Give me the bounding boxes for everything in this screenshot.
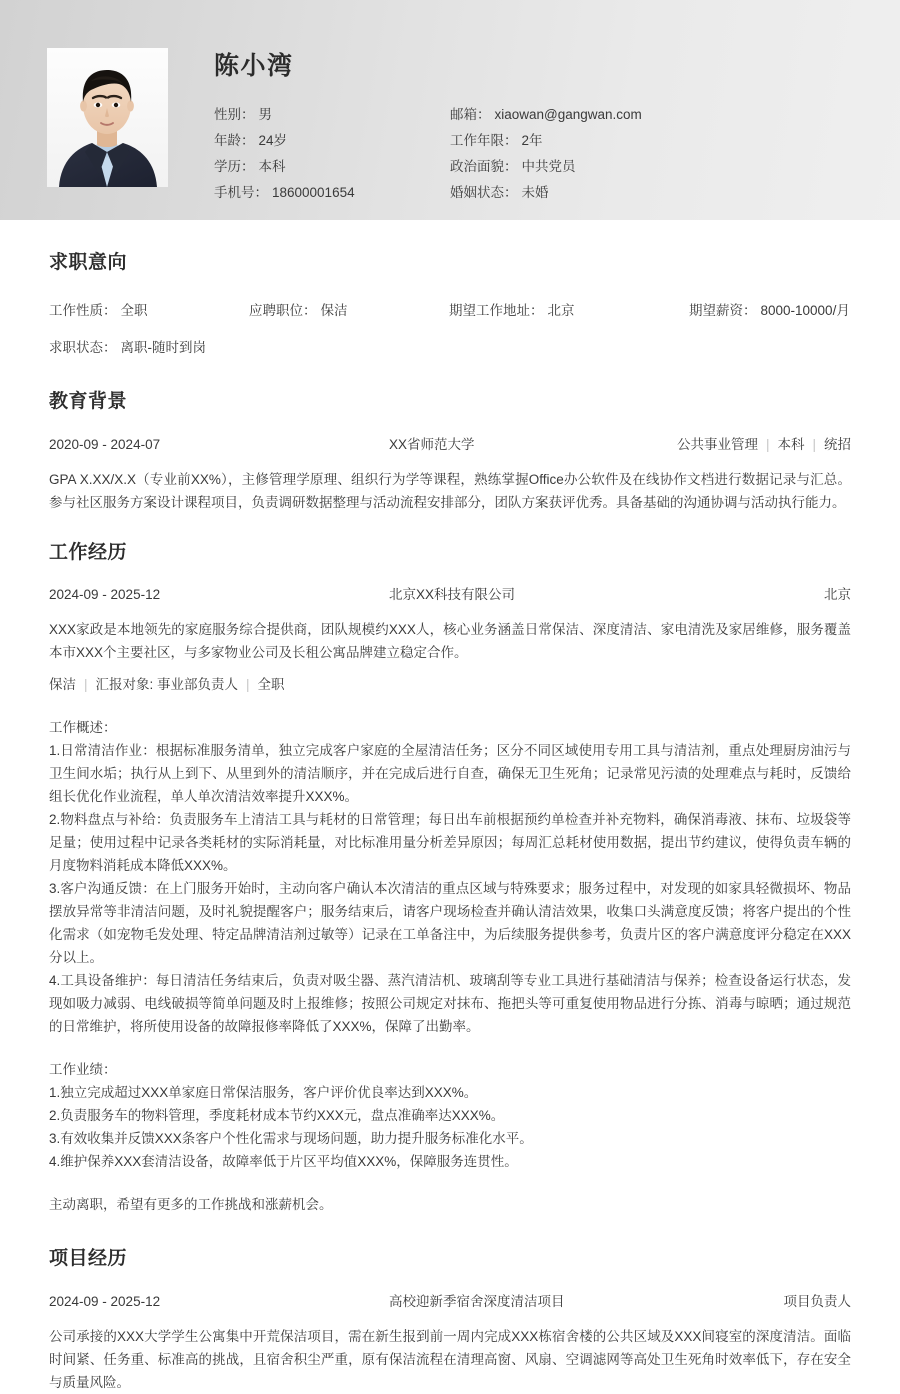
work-summary-item-4: 4.工具设备维护：每日清洁任务结束后，负责对吸尘器、蒸汽清洁机、玻璃刮等专业工具进行基础清洁与保养；检查设备运行状态，发现如吸力减弱、电线破损等简单问题及时上报维修；按照公司规定对抹布、拖把头等可重复使用物品进行分拣、消毒与晾晒；通过规范的日常维护，将所使用设备的故障报修率降低了XXX%，保障了出勤率。 <box>49 973 851 1035</box>
section-work-experience <box>49 542 851 1217</box>
resume-header <box>0 0 900 220</box>
work-summary-item-3: 3.客户沟通反馈：在上门服务开始时，主动向客户确认本次清洁的重点区域与特殊要求；服务过程中，对发现的如家具轻微损坏、物品摆放异常等非清洁问题，及时礼貌提醒客户；服务结束后，请客户现场检查并确认清洁效果，收集口头满意度反馈；将客户提出的个性化需求（如宠物毛发处理、特定品牌清洁剂过敏等）记录在工单备注中，为后续服务提供参考，负责片区的客户满意度评分稳定在XXX分以上。 <box>49 881 851 966</box>
work-company <box>389 584 824 606</box>
info-gender-value: 男 <box>258 107 272 122</box>
work-leave-reason: 主动离职，希望有更多的工作挑战和涨薪机会。 <box>49 1197 333 1213</box>
job-location <box>449 299 689 322</box>
work-tags <box>49 674 851 696</box>
education-meta <box>677 434 851 456</box>
candidate-name: 陈小湾 <box>214 52 294 80</box>
header-main <box>168 48 860 206</box>
section-title-job-intention: 求职意向 <box>49 252 128 273</box>
job-location-value: 北京 <box>547 302 575 318</box>
info-marital-status-label: 婚姻状态： <box>450 185 518 200</box>
education-school-name: XX省师范大学 <box>389 436 475 452</box>
work-summary-item-1: 1.日常清洁作业：根据标准服务清单，独立完成客户家庭的全屋清洁任务；区分不同区域使用专用工具与清洁剂，重点处理厨房油污与卫生间水垢；执行从上到下、从里到外的清洁顺序，并在完成后进行自查，确保无卫生死角；记录常见污渍的处理难点与耗时，反馈给组长优化作业流程，单人单次清洁效率提升XXX%。 <box>49 743 851 805</box>
job-position <box>249 299 449 322</box>
info-age <box>214 128 450 154</box>
info-phone <box>214 180 450 206</box>
work-achievement-item-1: 1.独立完成超过XXX单家庭日常保洁服务，客户评价优良率达到XXX%。 <box>49 1085 478 1101</box>
job-nature-label: 工作性质： <box>49 302 117 318</box>
job-nature-value: 全职 <box>120 302 148 318</box>
section-title-education: 教育背景 <box>49 390 128 412</box>
work-achievement-item-2: 2.负责服务车的物料管理，季度耗材成本节约XXX元，盘点准确率达XXX%。 <box>49 1108 505 1124</box>
info-marital-status <box>450 180 860 206</box>
work-date: 2024-09 - 2025-12 <box>49 587 161 603</box>
work-summary-label: 工作概述： <box>49 720 117 736</box>
work-summary-item-2: 2.物料盘点与补给：负责服务车上清洁工具与耗材的日常管理；每日出车前根据预约单检查并补充物料，确保消毒液、抹布、垃圾袋等足量；使用过程中记录各类耗材的实际消耗量，对比标准用量分析差异原因；每周汇总耗材使用数据，提出节约建议，使得负责车辆的月度物料消耗成本降低XXX%。 <box>49 812 851 874</box>
work-tag-employment-type: 全职 <box>257 677 285 693</box>
job-salary <box>689 299 851 322</box>
section-education <box>49 391 851 514</box>
education-degree: 本科 <box>777 436 805 452</box>
job-position-label: 应聘职位： <box>249 302 317 318</box>
job-intention-row-2 <box>49 336 851 359</box>
work-company-intro: XXX家政是本地领先的家庭服务综合提供商，团队规模约XXX人，核心业务涵盖日常保洁、深度清洁、家电清洗及家居维修，服务覆盖本市XXX个主要社区，与多家物业公司及长租公寓品牌建立稳定合作。 <box>49 622 851 661</box>
personal-info-grid <box>214 102 860 206</box>
education-entry-header <box>49 434 851 456</box>
project-name-text: 高校迎新季宿舍深度清洁项目 <box>389 1294 565 1310</box>
job-nature <box>49 299 249 322</box>
info-education-level <box>214 154 450 180</box>
profile-photo-image <box>47 48 168 187</box>
education-admission: 统招 <box>824 436 851 452</box>
section-title-project-experience: 项目经历 <box>49 1248 128 1270</box>
work-achievement-item-4: 4.维护保养XXX套清洁设备，故障率低于片区平均值XXX%，保障服务连贯性。 <box>49 1154 518 1170</box>
project-date: 2024-09 - 2025-12 <box>49 1294 161 1310</box>
info-email <box>450 102 860 128</box>
info-age-value: 24岁 <box>258 133 288 148</box>
job-seeking-status-label: 求职状态： <box>49 339 117 355</box>
job-seeking-status-value: 离职-随时到岗 <box>120 339 206 355</box>
info-work-years-value: 2年 <box>521 133 543 148</box>
profile-photo <box>47 48 168 187</box>
personal-info-left-column <box>214 102 450 206</box>
section-job-intention <box>49 252 851 359</box>
info-gender-label: 性别： <box>214 107 255 122</box>
info-political-status-value: 中共党员 <box>521 159 576 174</box>
project-entry-header <box>49 1291 851 1313</box>
education-date: 2020-09 - 2024-07 <box>49 436 161 452</box>
project-description: 公司承接的XXX大学学生公寓集中开荒保洁项目，需在新生报到前一周内完成XXX栋宿舍楼的公共区域及XXX间寝室的深度清洁。面临时间紧、任务重、标准高的挑战，且宿舍积尘严重，原有保洁流程在清理高窗、风扇、空调滤网等高处卫生死角时效率低下，存在安全与质量风险。 <box>49 1329 851 1391</box>
education-description: GPA X.XX/X.X（专业前XX%），主修管理学原理、组织行为学等课程，熟练掌握Office办公软件及在线协作文档进行数据记录与汇总。参与社区服务方案设计课程项目，负责调研数据整理与活动流程安排部分，团队方案获评优秀。具备基础的沟通协调与活动执行能力。 <box>49 471 851 510</box>
project-role: 项目负责人 <box>783 1294 851 1310</box>
info-phone-value: 18600001654 <box>272 185 355 200</box>
info-marital-status-value: 未婚 <box>521 185 549 200</box>
info-political-status-label: 政治面貌： <box>450 159 518 174</box>
education-major: 公共事业管理 <box>676 436 758 452</box>
info-age-label: 年龄： <box>214 133 255 148</box>
personal-info-right-column <box>450 102 860 206</box>
info-political-status <box>450 154 860 180</box>
info-gender <box>214 102 450 128</box>
section-project-experience <box>49 1248 851 1394</box>
info-email-label: 邮箱： <box>450 107 491 122</box>
work-company-name: 北京XX科技有限公司 <box>389 587 516 603</box>
job-salary-value: 8000-10000/月 <box>760 302 850 318</box>
work-location: 北京 <box>824 587 851 603</box>
job-seeking-status <box>49 336 249 359</box>
info-education-level-value: 本科 <box>258 159 286 174</box>
separator-icon: | <box>84 677 88 693</box>
job-location-label: 期望工作地址： <box>449 302 544 318</box>
info-work-years <box>450 128 860 154</box>
job-salary-label: 期望薪资： <box>689 302 757 318</box>
education-school <box>389 434 677 456</box>
job-intention-row-1 <box>49 299 851 322</box>
separator-icon: | <box>765 436 770 452</box>
info-education-level-label: 学历： <box>214 159 255 174</box>
work-tag-position: 保洁 <box>49 677 76 693</box>
work-tag-report-to: 汇报对象: 事业部负责人 <box>95 677 239 693</box>
job-position-value: 保洁 <box>320 302 348 318</box>
resume-content <box>0 252 900 1394</box>
work-achievement-label: 工作业绩： <box>49 1062 117 1078</box>
separator-icon: | <box>246 677 250 693</box>
info-phone-label: 手机号： <box>214 185 268 200</box>
separator-icon: | <box>812 436 816 452</box>
work-entry-header <box>49 584 851 606</box>
project-name <box>389 1291 784 1313</box>
info-email-value: xiaowan@gangwan.com <box>494 107 642 122</box>
work-achievement-item-3: 3.有效收集并反馈XXX条客户个性化需求与现场问题，助力提升服务标准化水平。 <box>49 1131 533 1147</box>
section-title-work-experience: 工作经历 <box>49 541 128 563</box>
info-work-years-label: 工作年限： <box>450 133 518 148</box>
